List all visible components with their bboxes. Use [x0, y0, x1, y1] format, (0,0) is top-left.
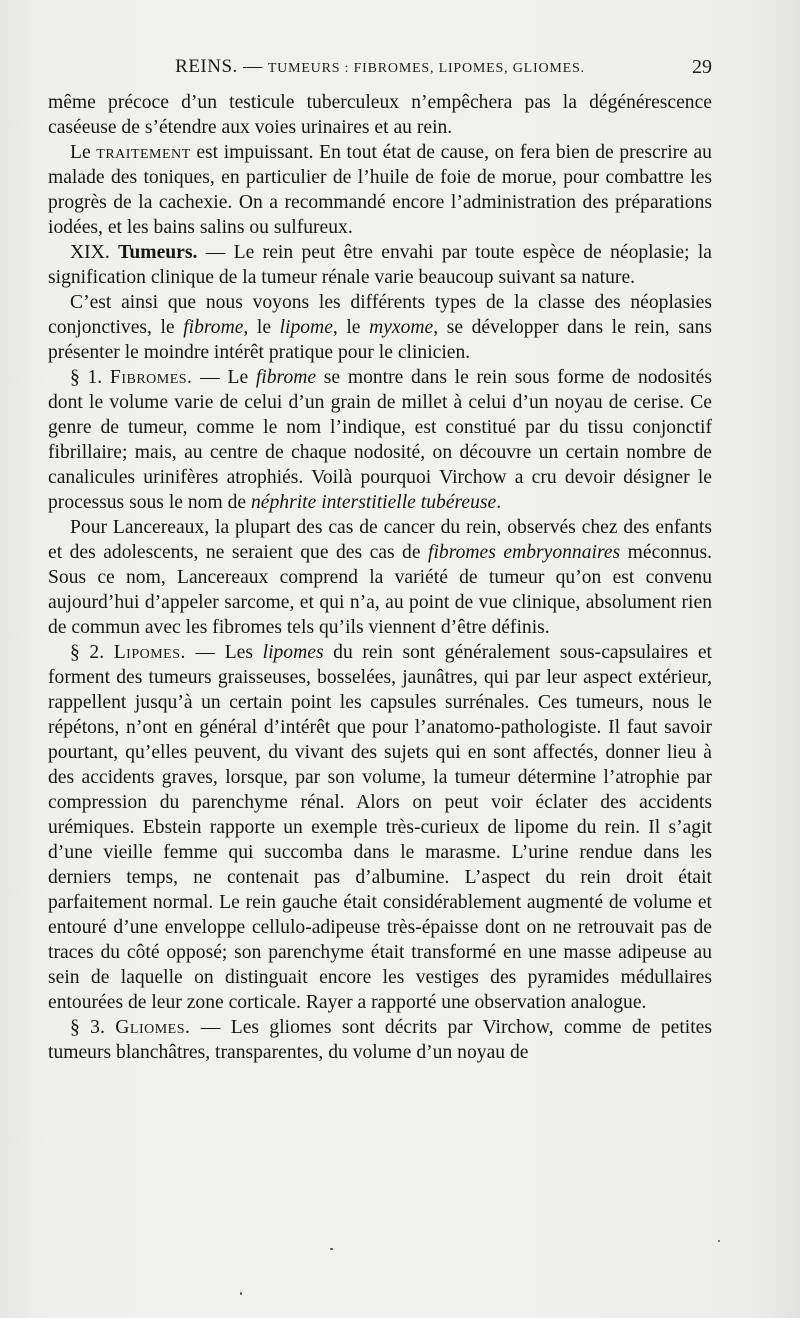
text-run: , le [332, 317, 370, 338]
chapter-title: REINS. [175, 56, 238, 77]
header-dash: — [243, 56, 263, 77]
running-title [48, 56, 712, 78]
text-run: — Les [185, 642, 263, 663]
paragraph-fibromes [48, 365, 712, 515]
text-run: est impuissant. En tout état de cause, on fera bien de prescrire au malade des toniques, en particulier de l’huile de foie de morue, pour combattre les progrès de la cachexie. On a recommandé encore l’administration des préparations iodées, et les bains salins ou sulfureux. [48, 142, 712, 238]
paper-speck [718, 1240, 720, 1242]
text-run: méconnus. Sous ce nom, Lancereaux comprend la variété de tumeur qu’on est convenu aujourd’hui d’appeler sarcome, et qui n’a, au point de vue clinique, absolument rien de commun avec les fibromes tels qu’ils viennent d’être définis. [48, 542, 712, 638]
running-header [48, 56, 712, 82]
paragraph-neoplasies [48, 290, 712, 365]
term-fibrome: fibrome [183, 317, 244, 338]
section-number: XIX. [70, 242, 119, 263]
text-run: Le [70, 142, 97, 163]
text-run: — Le rein peut être envahi par toute espèce de néoplasie; la signification clinique de la tumeur rénale varie beaucoup suivant sa nature. [48, 242, 713, 288]
text-run: — Les gliomes sont décrits par Virchow, comme de petites tumeurs blanchâtres, transparentes, du volume d’un noyau de [48, 1017, 712, 1063]
paragraph-tumeurs [48, 240, 712, 290]
body-text [48, 90, 712, 1065]
text-run: , le [243, 317, 280, 338]
text-run: . [496, 492, 502, 513]
text-run: se montre dans le rein sous forme de nodosités dont le volume varie de celui d’un grain de millet à celui d’un noyau de cerise. Ce genre de tumeur, comme le nom l’indique, est constitué par du tissu conjonctif fibrillaire; mais, au centre de chaque nodosité, on découvre un certain nombre de canalicules urinifères atrophiés. Voilà pourquoi Virchow a cru devoir désigner le processus sous le nom de [48, 367, 712, 513]
text-run: — Le [192, 367, 256, 388]
subsection-marker: § 3. [70, 1017, 116, 1038]
term-traitement: traitement [96, 142, 191, 163]
term-lipome: lipome [279, 317, 333, 338]
page-number: 29 [692, 56, 712, 78]
paper-speck [330, 1248, 333, 1250]
text-run: , se développer dans le rein, sans présenter le moindre intérêt pratique pour le clinicien. [48, 317, 712, 363]
subsection-heading-gliomes: Gliomes. [115, 1017, 191, 1038]
subsection-marker: § 1. [70, 367, 110, 388]
paragraph-gliomes [48, 1015, 712, 1065]
term-fibrome: fibrome [255, 367, 317, 388]
paper-speck [240, 1292, 242, 1295]
term-lipomes: lipomes [262, 642, 324, 663]
text-run: Pour Lancereaux, la plupart des cas de cancer du rein, observés chez des enfants et des adolescents, ne seraient que des cas de [48, 517, 712, 563]
paragraph-lipomes [48, 640, 712, 1015]
subsection-marker: § 2. [70, 642, 114, 663]
paragraph-lancereaux [48, 515, 712, 640]
paragraph-traitement [48, 140, 712, 240]
subsection-heading-fibromes: Fibromes. [109, 367, 193, 388]
subsection-heading-lipomes: Lipomes. [113, 642, 186, 663]
section-heading-tumeurs: Tumeurs. [118, 242, 198, 263]
topic-title: TUMEURS : FIBROMES, LIPOMES, GLIOMES. [267, 61, 585, 76]
term-fibromes-embryonnaires: fibromes embryonnaires [428, 542, 621, 563]
term-nephrite: néphrite interstitielle tubéreuse [251, 492, 497, 513]
term-myxome: myxome [369, 317, 434, 338]
paragraph-continuation: même précoce d’un testicule tuberculeux n’empêchera pas la dégénérescence caséeuse de s’étendre aux voies urinaires et au rein. [48, 92, 712, 138]
text-run: C’est ainsi que nous voyons les différents types de la classe des néoplasies conjonctives, le [48, 292, 712, 338]
text-run: du rein sont généralement sous-capsulaires et forment des tumeurs graisseuses, bosselées, jaunâtres, qui par leur aspect extérieur, rappellent jusqu’à un certain point les capsules surrénales. Ces tumeurs, nous le répétons, n’ont en général d’intérêt que pour l’anatomo-pathologiste. Il faut savoir pourtant, qu’elles peuvent, du vivant des sujets qui en sont affectés, donner lieu à des accidents graves, lorsque, par son volume, la tumeur détermine l’atrophie par compression du parenchyme rénal. Alors on peut voir éclater des accidents urémiques. Ebstein rapporte un exemple très-curieux de lipome du rein. Il s’agit d’une vieille femme qui succomba dans le marasme. L’urine rendue dans les derniers temps, ne contenait pas d’albumine. L’aspect du rein droit était parfaitement normal. Le rein gauche était considérablement augmenté de volume et entouré d’une enveloppe cellulo-adipeuse très-épaisse dont on ne retrouvait pas de traces du côté opposé; son parenchyme était transformé en une masse adipeuse au sein de laquelle on distinguait encore les vestiges des pyramides médullaires entourées de leur zone corticale. Rayer a rapporté une observation analogue. [48, 642, 712, 1013]
